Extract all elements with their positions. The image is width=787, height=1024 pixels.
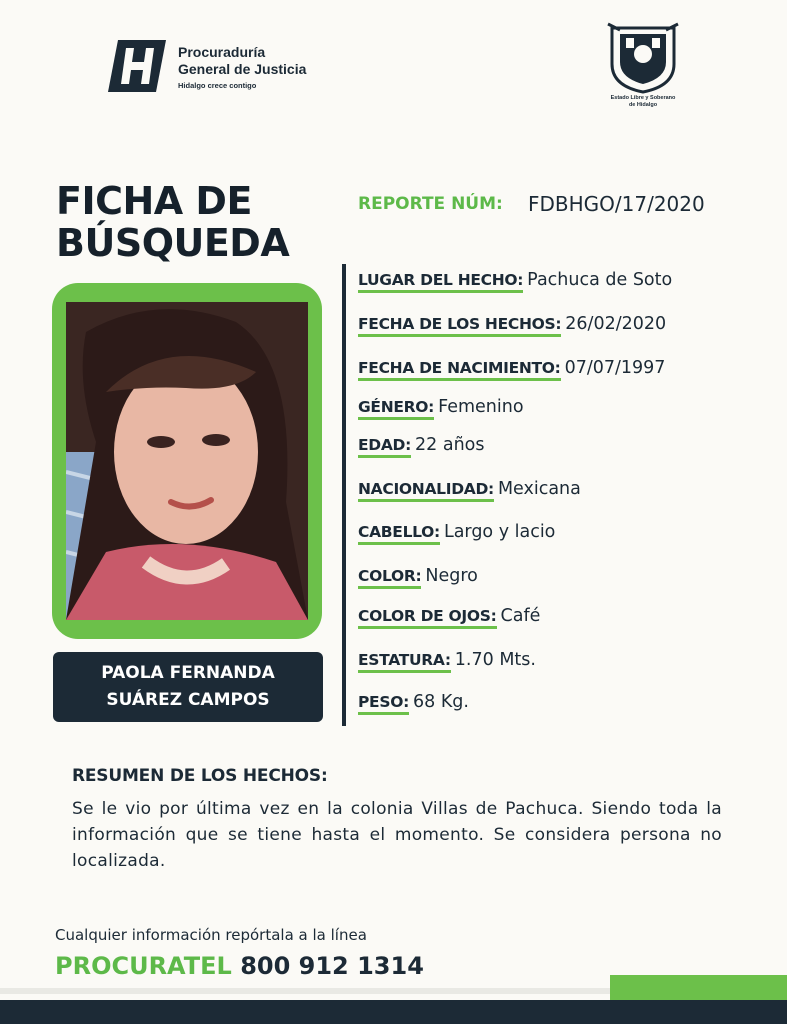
person-name-line2: SUÁREZ CAMPOS — [106, 690, 270, 710]
hotline-brand: PROCURATEL — [55, 952, 232, 980]
person-name-line1: PAOLA FERNANDA — [101, 663, 275, 683]
field-edad: EDAD: 22 años — [358, 435, 485, 455]
coat-of-arms-icon — [604, 20, 682, 94]
summary-text: Se le vio por última vez en la colonia Villas de Pachuca. Siendo toda la información que se tiene hasta el momento. Se considera persona no localizada. — [72, 799, 722, 871]
person-photo — [66, 302, 308, 620]
footer-hotline — [55, 952, 424, 980]
field-fecha-hechos: FECHA DE LOS HECHOS: 26/02/2020 — [358, 314, 666, 334]
field-color: COLOR: Negro — [358, 566, 478, 586]
hotline-phone: 800 912 1314 — [240, 952, 424, 980]
field-color-ojos: COLOR DE OJOS: Café — [358, 606, 540, 626]
field-estatura: ESTATURA: 1.70 Mts. — [358, 650, 536, 670]
field-genero: GÉNERO: Femenino — [358, 397, 524, 417]
summary-title: RESUMEN DE LOS HECHOS: — [72, 766, 328, 786]
org-name: Procuraduría General de Justicia — [178, 44, 307, 77]
page-title: FICHA DE BÚSQUEDA — [56, 179, 290, 265]
report-number-label: REPORTE NÚM: — [358, 194, 503, 214]
field-cabello: CABELLO: Largo y lacio — [358, 522, 555, 542]
org-tagline: Hidalgo crece contigo — [178, 81, 257, 90]
person-name-box — [53, 652, 323, 722]
footer-bar-dark — [0, 1000, 787, 1024]
procuraduria-logo-icon — [108, 40, 166, 92]
footer-info-text: Cualquier información repórtala a la línea — [55, 926, 367, 944]
field-lugar: LUGAR DEL HECHO: Pachuca de Soto — [358, 270, 672, 290]
vertical-divider — [342, 264, 346, 726]
report-number-value: FDBHGO/17/2020 — [528, 192, 705, 216]
shield-caption: Estado Libre y Soberano de Hidalgo — [610, 95, 676, 108]
footer-bar-green — [610, 975, 787, 1001]
field-fecha-nacimiento: FECHA DE NACIMIENTO: 07/07/1997 — [358, 358, 665, 378]
field-peso: PESO: 68 Kg. — [358, 692, 469, 712]
field-nacionalidad: NACIONALIDAD: Mexicana — [358, 479, 581, 499]
